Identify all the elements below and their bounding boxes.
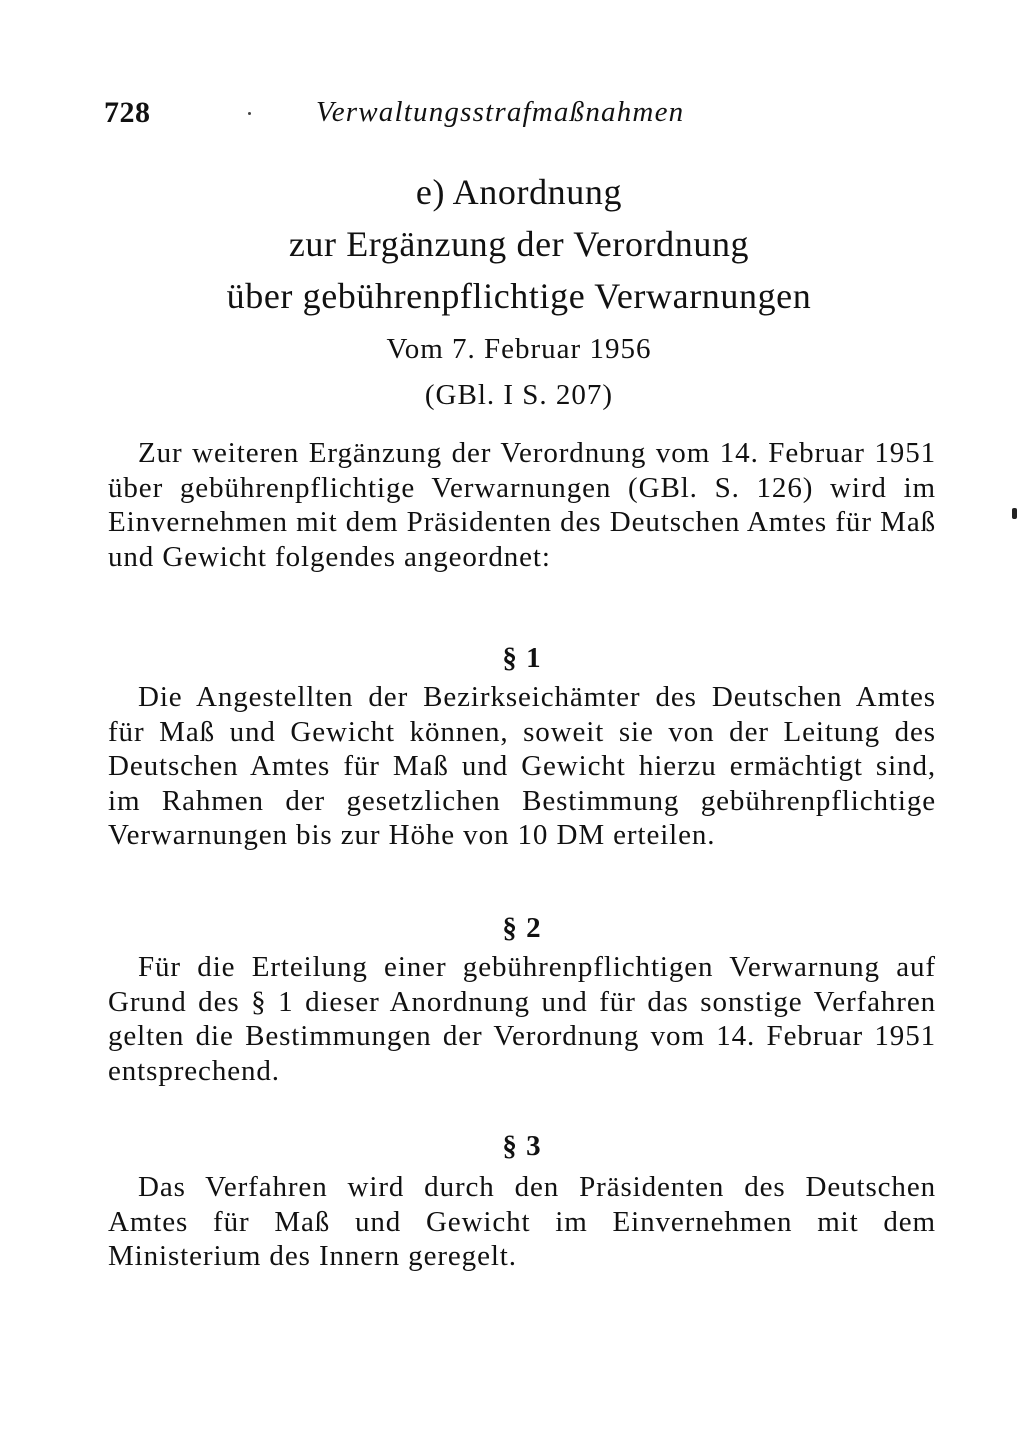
section-3-heading: § 3 (502, 1130, 542, 1162)
preamble-paragraph: Zur weiteren Ergänzung der Verordnung vom 14. Februar 1951 über gebührenpflichtige Verwarnungen (GBl. S. 126) wird im Einvernehmen mit dem Präsidenten des Deutschen Amtes für Maß und Gewicht folgendes angeordnet: (108, 437, 936, 573)
section-2-paragraph: Für die Erteilung einer gebührenpflichtigen Verwarnung auf Grund des § 1 dieser Anordnung und für das sonstige Verfahren gelten die Bestimmungen der Verordnung vom 14. Februar 1951 entsprechend. (108, 951, 936, 1087)
title-line-2: zur Ergänzung der Verordnung (288, 224, 750, 264)
document-title-block (104, 166, 934, 416)
section-3-block (108, 1170, 936, 1274)
section-3-paragraph: Das Verfahren wird durch den Präsidenten des Deutschen Amtes für Maß und Gewicht im Einvernehmen mit dem Ministerium des Innern geregelt. (108, 1171, 936, 1272)
section-1-heading: § 1 (502, 642, 542, 674)
title-line-3: über gebührenpflichtige Verwarnungen (226, 276, 812, 316)
section-2-block (108, 950, 936, 1088)
scan-speck (1012, 508, 1017, 519)
title-line-1: e) Anordnung (415, 172, 623, 212)
running-header (104, 96, 934, 140)
section-1-block (108, 680, 936, 853)
document-date: Vom 7. Februar 1956 (386, 333, 652, 365)
page-number: 728 (104, 96, 151, 129)
preamble-block (108, 436, 936, 574)
section-2-heading: § 2 (502, 912, 542, 944)
scan-dot (248, 112, 251, 115)
gazette-reference: (GBl. I S. 207) (424, 379, 614, 411)
section-1-paragraph: Die Angestellten der Bezirkseichämter des Deutschen Amtes für Maß und Gewicht können, soweit sie von der Leitung des Deutschen Amtes für Maß und Gewicht hierzu ermächtigt sind, im Rahmen der gesetzlichen Bestimmung gebührenpflichtige Verwarnungen bis zur Höhe von 10 DM erteilen. (108, 681, 936, 851)
running-title: Verwaltungsstrafmaßnahmen (316, 96, 685, 128)
